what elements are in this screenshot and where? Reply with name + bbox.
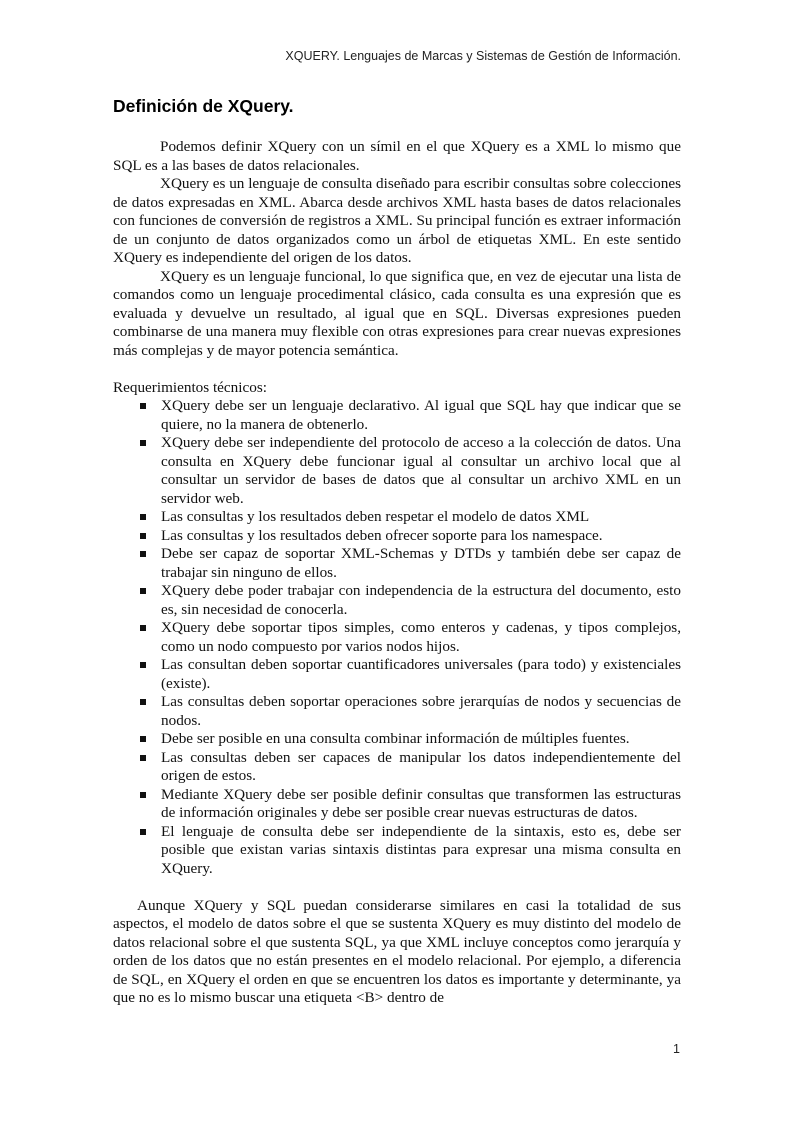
square-bullet-icon xyxy=(140,440,146,446)
square-bullet-icon xyxy=(140,625,146,631)
list-item xyxy=(113,749,681,786)
square-bullet-icon xyxy=(140,792,146,798)
list-item xyxy=(113,527,681,546)
intro-paragraph-2: XQuery es un lenguaje de consulta diseñado para escribir consultas sobre colecciones de datos expresadas en XML. Abarca desde archivos XML hasta bases de datos relacionales con funciones de conversión de registros a XML. Su principal función es extraer información de un conjunto de datos organizados como un árbol de etiquetas XML. En este sentido XQuery es independiente del origen de los datos. xyxy=(113,175,681,266)
list-item-text: El lenguaje de consulta debe ser independiente de la sintaxis, esto es, debe ser posible que existan varias sintaxis distintas para expresar una misma consulta en XQuery. xyxy=(161,822,681,877)
list-item xyxy=(113,508,681,527)
page-number: 1 xyxy=(673,1042,680,1056)
list-item xyxy=(113,545,681,582)
list-item-text: Debe ser capaz de soportar XML-Schemas y DTDs y también debe ser capaz de trabajar sin ninguno de ellos. xyxy=(161,545,681,581)
section-title: Definición de XQuery. xyxy=(113,96,294,116)
paragraph-spacer xyxy=(113,360,681,379)
list-item-text: Debe ser posible en una consulta combinar información de múltiples fuentes. xyxy=(161,730,630,747)
list-item xyxy=(113,582,681,619)
list-item-text: XQuery debe soportar tipos simples, como enteros y cadenas, y tipos complejos, como un nodo compuesto por varios nodos hijos. xyxy=(161,619,681,655)
list-item xyxy=(113,656,681,693)
list-item-text: XQuery debe ser un lenguaje declarativo. Al igual que SQL hay que indicar que se quiere, no la manera de obtenerlo. xyxy=(161,397,681,433)
requirements-heading: Requerimientos técnicos: xyxy=(113,378,267,396)
intro-paragraph-1: Podemos definir XQuery con un símil en el que XQuery es a XML lo mismo que SQL es a las bases de datos relacionales. xyxy=(113,138,681,174)
requirements-list xyxy=(113,397,681,878)
intro-paragraph-3: XQuery es un lenguaje funcional, lo que significa que, en vez de ejecutar una lista de comandos como un lenguaje procedimental clásico, cada consulta es una expresión que es evaluada y devuelve un resultado, al igual que en SQL. Diversas expresiones pueden combinarse de una manera muy flexible con otras expresiones para crear nuevas expresiones más complejas y de mayor potencia semántica. xyxy=(113,267,681,359)
list-item xyxy=(113,693,681,730)
square-bullet-icon xyxy=(140,514,146,520)
square-bullet-icon xyxy=(140,533,146,539)
list-item xyxy=(113,434,681,508)
list-item xyxy=(113,786,681,823)
list-item xyxy=(113,730,681,749)
list-item-text: Las consultas deben ser capaces de manipular los datos independientemente del origen de estos. xyxy=(161,748,681,784)
list-item xyxy=(113,397,681,434)
square-bullet-icon xyxy=(140,829,146,835)
list-item-text: Las consultas y los resultados deben ofrecer soporte para los namespace. xyxy=(161,526,603,544)
list-item xyxy=(113,823,681,879)
list-item xyxy=(113,619,681,656)
list-item-text: Mediante XQuery debe ser posible definir consultas que transformen las estructuras de información originales y debe ser posible crear nuevas estructuras de datos. xyxy=(161,785,681,821)
square-bullet-icon xyxy=(140,662,146,668)
square-bullet-icon xyxy=(140,588,146,594)
list-item-text: XQuery debe ser independiente del protocolo de acceso a la colección de datos. Una consulta en XQuery debe funcionar igual al consultar un archivo local que al consultar un servidor de bases de datos que al consultar un archivo XML en un servidor web. xyxy=(161,434,681,507)
square-bullet-icon xyxy=(140,736,146,742)
square-bullet-icon xyxy=(140,551,146,557)
square-bullet-icon xyxy=(140,699,146,705)
square-bullet-icon xyxy=(140,403,146,409)
page-header: XQUERY. Lenguajes de Marcas y Sistemas de Gestión de Información. xyxy=(285,49,681,63)
square-bullet-icon xyxy=(140,755,146,761)
list-item-text: XQuery debe poder trabajar con independencia de la estructura del documento, esto es, sin necesidad de conocerla. xyxy=(161,582,681,618)
list-item-text: Las consultas deben soportar operaciones sobre jerarquías de nodos y secuencias de nodos. xyxy=(161,693,681,729)
list-item-text: Las consultas y los resultados deben respetar el modelo de datos XML xyxy=(161,508,590,525)
closing-paragraph: Aunque XQuery y SQL puedan considerarse similares en casi la totalidad de sus aspectos, el modelo de datos sobre el que se sustenta XQuery es muy distinto del modelo de datos relacional sobre el que sustenta SQL, ya que XML incluye conceptos como jerarquía y orden de los datos que no están presentes en el modelo relacional. Por ejemplo, a diferencia de SQL, en XQuery el orden en que se encuentren los datos es importante y determinante, ya que no es lo mismo buscar una etiqueta <B> dentro de xyxy=(113,896,681,1006)
paragraph-spacer xyxy=(113,878,681,897)
list-item-text: Las consultan deben soportar cuantificadores universales (para todo) y existenciales (existe). xyxy=(161,656,681,692)
document-body xyxy=(113,138,681,1008)
